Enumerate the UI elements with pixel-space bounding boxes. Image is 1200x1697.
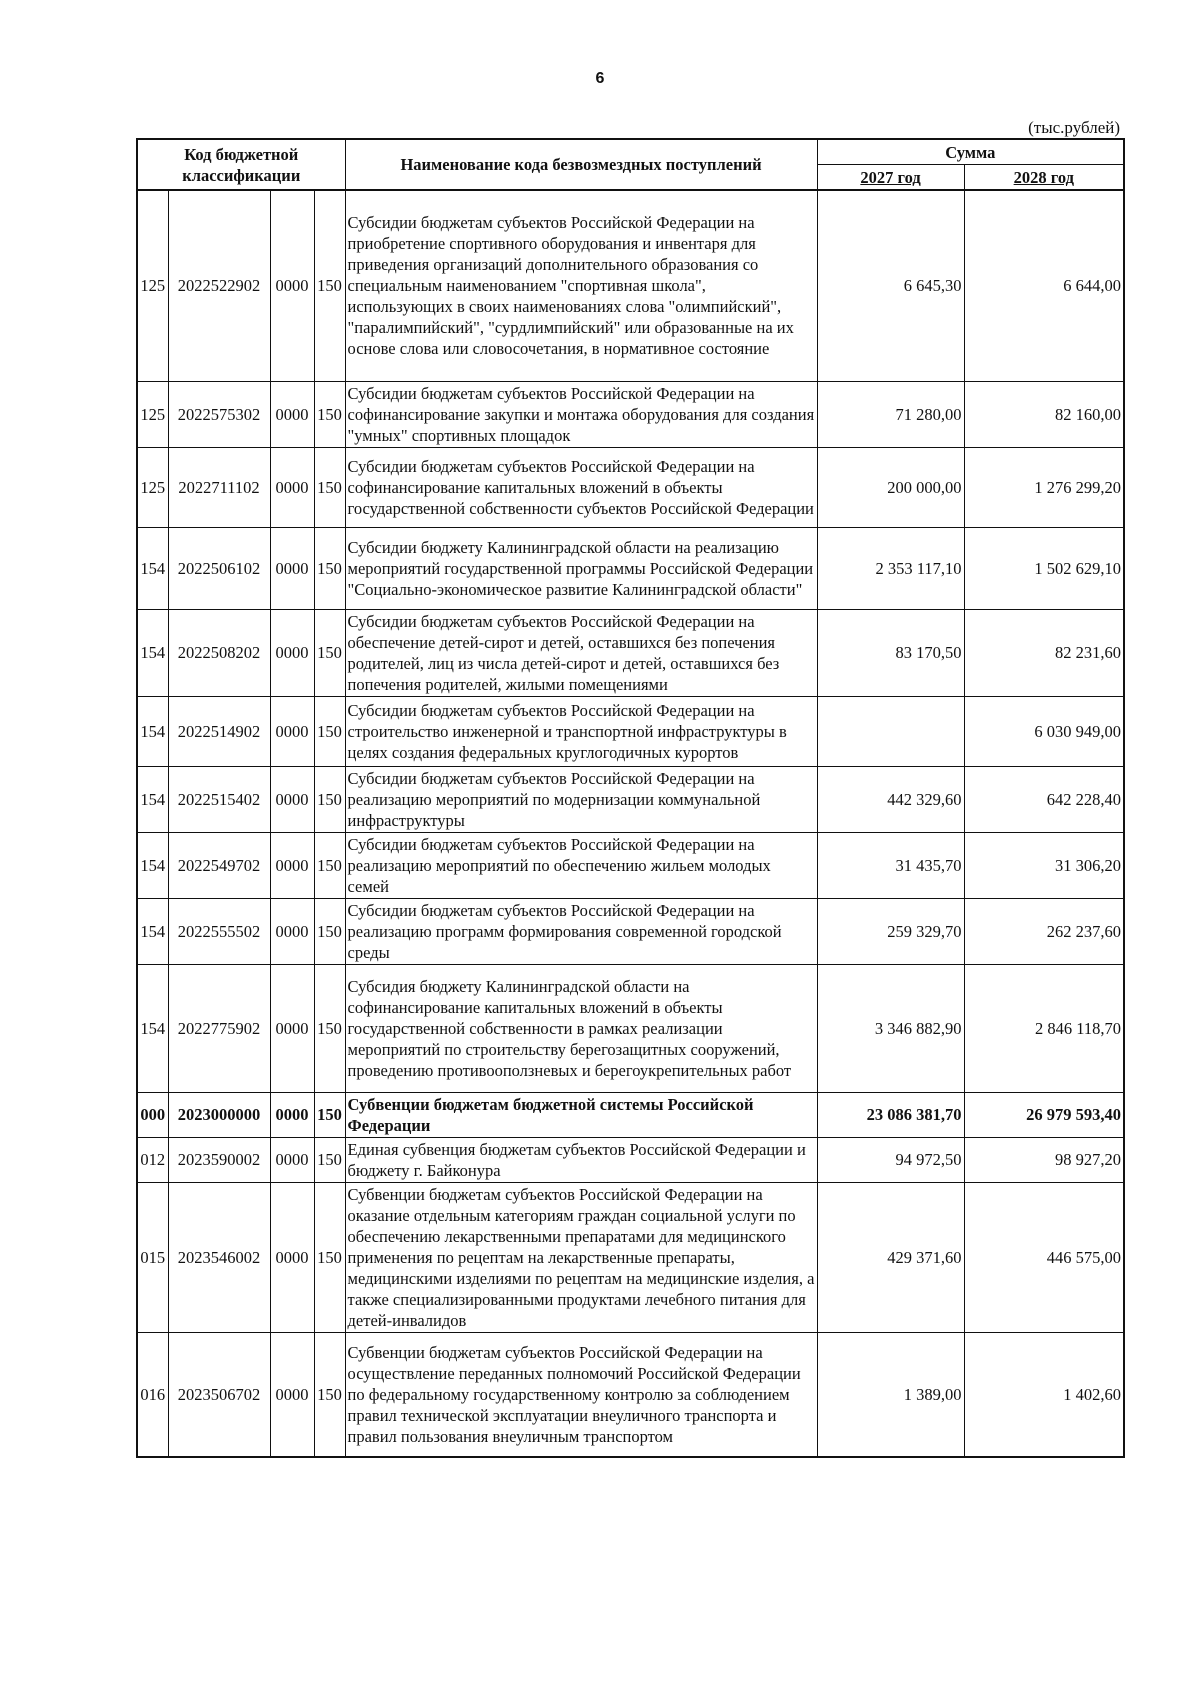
amount-2027-cell: 94 972,50 [817, 1137, 964, 1182]
amount-2027-cell: 6 645,30 [817, 190, 964, 381]
name-cell: Субсидии бюджету Калининградской области на реализацию мероприятий государственной программы Российской Федерации "Социально-экономическое развитие Калининградской области" [345, 527, 817, 609]
sum-header: Сумма [817, 139, 1124, 165]
table-row [137, 832, 1124, 898]
table-row [137, 190, 1124, 381]
name-cell: Субсидии бюджетам субъектов Российской Федерации на приобретение спортивного оборудования и инвентаря для приведения организаций дополнительного образования со специальным наименованием "спортивная школа", использующих в своих наименованиях слова "олимпийский", "паралимпийский", "сурдлимпийский" или образованные на их основе слова или словосочетания, в нормативное состояние [345, 190, 817, 381]
code-program-cell: 0000 [270, 1332, 314, 1457]
amount-2028-cell: 31 306,20 [964, 832, 1124, 898]
amount-2028-cell: 6 030 949,00 [964, 696, 1124, 766]
code-admin-cell: 015 [137, 1182, 168, 1332]
table-row [137, 1182, 1124, 1332]
table-row [137, 381, 1124, 447]
amount-2028-cell: 446 575,00 [964, 1182, 1124, 1332]
code-admin-cell: 125 [137, 447, 168, 527]
amount-2027-cell: 31 435,70 [817, 832, 964, 898]
code-program-cell: 0000 [270, 381, 314, 447]
name-cell: Субсидии бюджетам субъектов Российской Федерации на обеспечение детей-сирот и детей, оставшихся без попечения родителей, лиц из числа детей-сирот и детей, оставшихся без попечения родителей, жилыми помещениями [345, 609, 817, 696]
code-program-cell: 0000 [270, 609, 314, 696]
amount-2028-cell: 262 237,60 [964, 898, 1124, 964]
code-header: Код бюджетной классификации [137, 139, 345, 190]
name-cell: Субвенции бюджетам субъектов Российской Федерации на оказание отдельным категориям граждан социальной услуги по обеспечению лекарственными препаратами для медицинского применения по рецептам на лекарственные препараты, медицинскими изделиями по рецептам на медицинские изделия, а также специализированными продуктами лечебного питания для детей-инвалидов [345, 1182, 817, 1332]
amount-2027-cell: 1 389,00 [817, 1332, 964, 1457]
code-econ-cell: 150 [314, 527, 345, 609]
amount-2028-cell: 1 502 629,10 [964, 527, 1124, 609]
code-main-cell: 2023506702 [168, 1332, 270, 1457]
amount-2027-cell [817, 696, 964, 766]
amount-2027-cell: 200 000,00 [817, 447, 964, 527]
code-admin-cell: 125 [137, 381, 168, 447]
name-cell: Субсидии бюджетам субъектов Российской Федерации на софинансирование капитальных вложений в объекты государственной собственности субъектов Российской Федерации [345, 447, 817, 527]
table-row [137, 898, 1124, 964]
code-program-cell: 0000 [270, 1182, 314, 1332]
code-main-cell: 2022522902 [168, 190, 270, 381]
code-econ-cell: 150 [314, 832, 345, 898]
amount-2027-cell: 429 371,60 [817, 1182, 964, 1332]
amount-2028-cell: 6 644,00 [964, 190, 1124, 381]
name-cell: Субвенции бюджетам субъектов Российской Федерации на осуществление переданных полномочий Российской Федерации по федеральному государственному контролю за соблюдением правил технической эксплуатации внеуличного транспорта и правил пользования внеуличным транспортом [345, 1332, 817, 1457]
name-cell: Субвенции бюджетам бюджетной системы Российской Федерации [345, 1092, 817, 1137]
amount-2028-cell: 1 276 299,20 [964, 447, 1124, 527]
code-program-cell: 0000 [270, 898, 314, 964]
code-main-cell: 2022508202 [168, 609, 270, 696]
amount-2028-cell: 82 160,00 [964, 381, 1124, 447]
code-program-cell: 0000 [270, 190, 314, 381]
code-main-cell: 2023590002 [168, 1137, 270, 1182]
amount-2027-cell: 23 086 381,70 [817, 1092, 964, 1137]
code-main-cell: 2022549702 [168, 832, 270, 898]
code-admin-cell: 154 [137, 609, 168, 696]
amount-2028-cell: 642 228,40 [964, 766, 1124, 832]
amount-2027-cell: 83 170,50 [817, 609, 964, 696]
code-admin-cell: 154 [137, 527, 168, 609]
code-econ-cell: 150 [314, 1182, 345, 1332]
table-row [137, 964, 1124, 1092]
code-program-cell: 0000 [270, 527, 314, 609]
amount-2028-cell: 98 927,20 [964, 1137, 1124, 1182]
name-cell: Субсидия бюджету Калининградской области на софинансирование капитальных вложений в объекты государственной собственности в рамках реализации мероприятий по строительству берегозащитных сооружений, проведению противооползневых и берегоукрепительных работ [345, 964, 817, 1092]
code-econ-cell: 150 [314, 1092, 345, 1137]
code-econ-cell: 150 [314, 190, 345, 381]
code-program-cell: 0000 [270, 696, 314, 766]
name-cell: Субсидии бюджетам субъектов Российской Федерации на строительство инженерной и транспортной инфраструктуры в целях создания федеральных круглогодичных курортов [345, 696, 817, 766]
code-main-cell: 2022555502 [168, 898, 270, 964]
code-econ-cell: 150 [314, 766, 345, 832]
code-main-cell: 2022775902 [168, 964, 270, 1092]
code-main-cell: 2023000000 [168, 1092, 270, 1137]
code-admin-cell: 154 [137, 832, 168, 898]
code-main-cell: 2022515402 [168, 766, 270, 832]
code-main-cell: 2022711102 [168, 447, 270, 527]
table-row [137, 1332, 1124, 1457]
year-2028-header: 2028 год [964, 165, 1124, 191]
code-program-cell: 0000 [270, 1092, 314, 1137]
code-admin-cell: 000 [137, 1092, 168, 1137]
amount-2027-cell: 3 346 882,90 [817, 964, 964, 1092]
code-econ-cell: 150 [314, 381, 345, 447]
amount-2028-cell: 2 846 118,70 [964, 964, 1124, 1092]
code-program-cell: 0000 [270, 447, 314, 527]
table-row [137, 447, 1124, 527]
code-econ-cell: 150 [314, 898, 345, 964]
year-2027-header: 2027 год [817, 165, 964, 191]
amount-2028-cell: 26 979 593,40 [964, 1092, 1124, 1137]
code-econ-cell: 150 [314, 1332, 345, 1457]
code-admin-cell: 016 [137, 1332, 168, 1457]
code-admin-cell: 154 [137, 964, 168, 1092]
budget-table [136, 138, 1125, 1458]
amount-2027-cell: 2 353 117,10 [817, 527, 964, 609]
code-econ-cell: 150 [314, 447, 345, 527]
amount-2027-cell: 442 329,60 [817, 766, 964, 832]
table-row [137, 527, 1124, 609]
name-header: Наименование кода безвозмездных поступлений [345, 139, 817, 190]
name-cell: Субсидии бюджетам субъектов Российской Федерации на реализацию мероприятий по обеспечению жильем молодых семей [345, 832, 817, 898]
code-admin-cell: 154 [137, 766, 168, 832]
table-row [137, 609, 1124, 696]
table-row [137, 696, 1124, 766]
name-cell: Субсидии бюджетам субъектов Российской Федерации на реализацию мероприятий по модернизации коммунальной инфраструктуры [345, 766, 817, 832]
code-main-cell: 2022575302 [168, 381, 270, 447]
name-cell: Субсидии бюджетам субъектов Российской Федерации на реализацию программ формирования современной городской среды [345, 898, 817, 964]
code-main-cell: 2022506102 [168, 527, 270, 609]
code-econ-cell: 150 [314, 964, 345, 1092]
code-admin-cell: 154 [137, 898, 168, 964]
amount-2027-cell: 71 280,00 [817, 381, 964, 447]
table-row [137, 1137, 1124, 1182]
code-econ-cell: 150 [314, 609, 345, 696]
name-cell: Единая субвенция бюджетам субъектов Российской Федерации и бюджету г. Байконура [345, 1137, 817, 1182]
code-admin-cell: 012 [137, 1137, 168, 1182]
code-program-cell: 0000 [270, 832, 314, 898]
units-label: (тыс.рублей) [1028, 118, 1120, 137]
table-row [137, 766, 1124, 832]
table-row [137, 1092, 1124, 1137]
amount-2027-cell: 259 329,70 [817, 898, 964, 964]
code-admin-cell: 154 [137, 696, 168, 766]
code-main-cell: 2022514902 [168, 696, 270, 766]
code-econ-cell: 150 [314, 696, 345, 766]
name-cell: Субсидии бюджетам субъектов Российской Федерации на софинансирование закупки и монтажа оборудования для создания "умных" спортивных площадок [345, 381, 817, 447]
code-program-cell: 0000 [270, 964, 314, 1092]
code-econ-cell: 150 [314, 1137, 345, 1182]
code-admin-cell: 125 [137, 190, 168, 381]
code-program-cell: 0000 [270, 766, 314, 832]
amount-2028-cell: 82 231,60 [964, 609, 1124, 696]
code-program-cell: 0000 [270, 1137, 314, 1182]
page-number: 6 [595, 70, 605, 87]
code-main-cell: 2023546002 [168, 1182, 270, 1332]
amount-2028-cell: 1 402,60 [964, 1332, 1124, 1457]
